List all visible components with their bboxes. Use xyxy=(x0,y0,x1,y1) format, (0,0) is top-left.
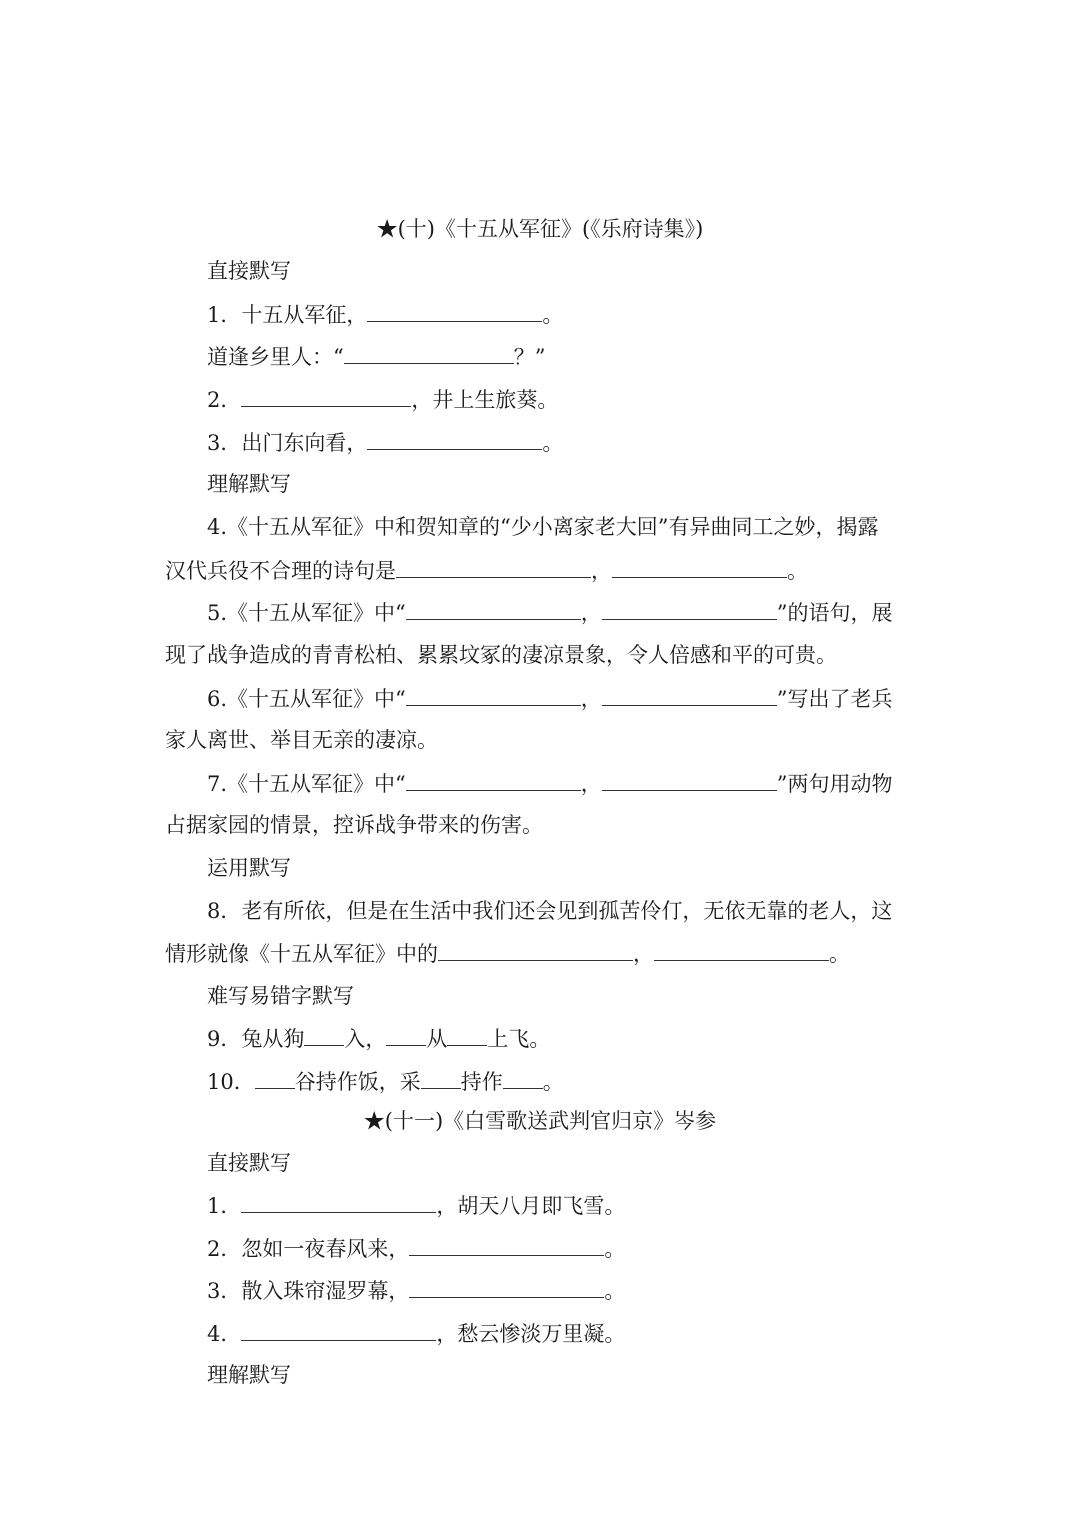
question-1: 1．十五从军征， 。 xyxy=(0,299,1080,329)
question-8-line-2: 情形就像《十五从军征》中的 ， 。 xyxy=(0,938,1080,968)
answer-blank[interactable] xyxy=(409,1233,604,1256)
understanding-recitation-heading: 理解默写 xyxy=(207,472,291,496)
answer-blank[interactable] xyxy=(406,768,581,791)
hard-characters-heading: 难写易错字默写 xyxy=(207,984,354,1008)
answer-blank[interactable] xyxy=(602,768,777,791)
answer-blank[interactable] xyxy=(602,597,777,620)
question-4-line-1: 4.《十五从军征》中和贺知章的“少小离家老大回”有异曲同工之妙，揭露 xyxy=(207,515,879,539)
answer-blank[interactable] xyxy=(396,555,591,578)
question-4-line-2: 汉代兵役不合理的诗句是 ， 。 xyxy=(0,555,1080,585)
answer-blank[interactable] xyxy=(367,299,542,322)
question-1b: 道逢乡里人：“ ？” xyxy=(0,341,1080,371)
answer-blank[interactable] xyxy=(406,683,581,706)
answer-blank[interactable] xyxy=(409,1275,604,1298)
question-2: 2． ，井上生旅葵。 xyxy=(0,384,1080,414)
question-7-line-1: 7.《十五从军征》中“ ， ”两句用动物 xyxy=(0,768,1080,798)
answer-blank[interactable] xyxy=(367,427,542,450)
question-5-line-1: 5.《十五从军征》中“ ， ”的语句，展 xyxy=(0,597,1080,627)
question-10: 10． 谷持作饭，采 持作 。 xyxy=(0,1066,1080,1096)
direct-recitation-heading: 直接默写 xyxy=(207,259,291,283)
answer-blank[interactable] xyxy=(255,1066,295,1089)
answer-blank[interactable] xyxy=(654,938,829,961)
answer-blank[interactable] xyxy=(304,1023,344,1046)
direct-recitation-heading-2: 直接默写 xyxy=(207,1151,291,1175)
question-9: 9．兔从狗 入， 从 上飞。 xyxy=(0,1023,1080,1053)
answer-blank[interactable] xyxy=(447,1023,487,1046)
answer-blank[interactable] xyxy=(344,341,514,364)
answer-blank[interactable] xyxy=(602,683,777,706)
answer-blank[interactable] xyxy=(421,1066,461,1089)
answer-blank[interactable] xyxy=(241,1318,436,1341)
section-10-title: ★(十)《十五从军征》(《乐府诗集》) xyxy=(376,217,704,241)
answer-blank[interactable] xyxy=(612,555,787,578)
s11-question-1: 1． ，胡天八月即飞雪。 xyxy=(0,1190,1080,1220)
application-recitation-heading: 运用默写 xyxy=(207,856,291,880)
answer-blank[interactable] xyxy=(241,1190,436,1213)
question-3: 3．出门东向看， 。 xyxy=(0,427,1080,457)
answer-blank[interactable] xyxy=(438,938,633,961)
answer-blank[interactable] xyxy=(503,1066,543,1089)
question-5-line-2: 现了战争造成的青青松柏、累累坟冢的凄凉景象，令人倍感和平的可贵。 xyxy=(165,643,837,667)
answer-blank[interactable] xyxy=(386,1023,426,1046)
question-6-line-2: 家人离世、举目无亲的凄凉。 xyxy=(165,728,438,752)
answer-blank[interactable] xyxy=(241,384,411,407)
question-6-line-1: 6.《十五从军征》中“ ， ”写出了老兵 xyxy=(0,683,1080,713)
s11-question-2: 2．忽如一夜春风来， 。 xyxy=(0,1233,1080,1263)
question-8-line-1: 8．老有所依，但是在生活中我们还会见到孤苦伶仃，无依无靠的老人，这 xyxy=(207,899,893,923)
understanding-recitation-heading-2: 理解默写 xyxy=(207,1363,291,1387)
s11-question-4: 4． ，愁云惨淡万里凝。 xyxy=(0,1318,1080,1348)
question-7-line-2: 占据家园的情景，控诉战争带来的伤害。 xyxy=(165,813,543,837)
s11-question-3: 3．散入珠帘湿罗幕， 。 xyxy=(0,1275,1080,1305)
answer-blank[interactable] xyxy=(406,597,581,620)
section-11-title: ★(十一)《白雪歌送武判官归京》岑参 xyxy=(363,1109,717,1133)
